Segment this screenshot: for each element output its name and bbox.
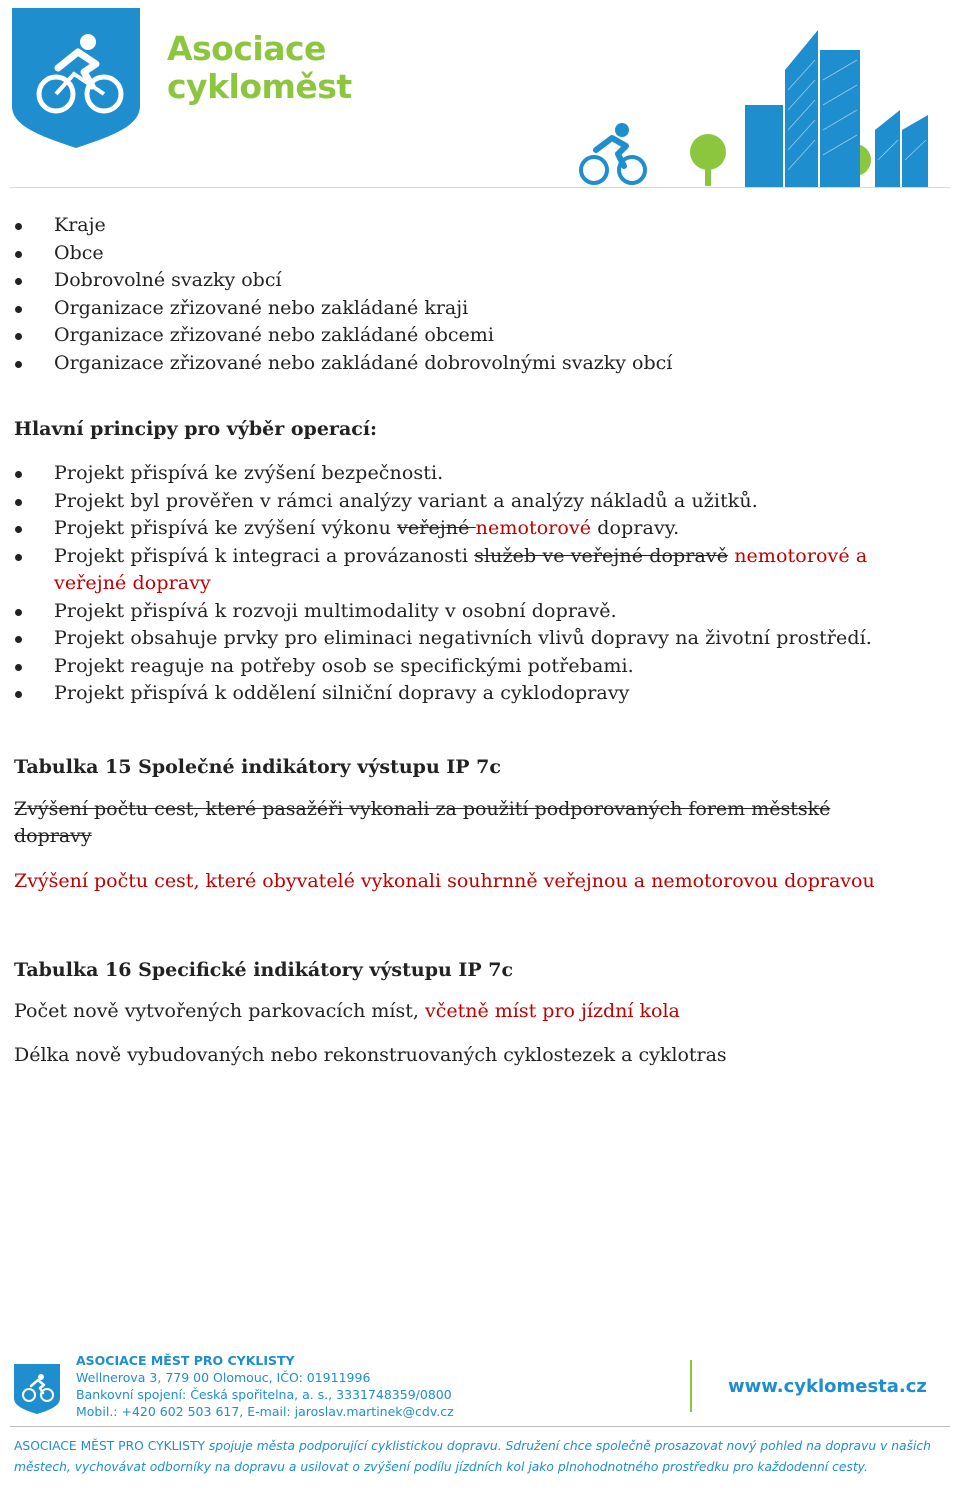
table16-indicator-1	[14, 998, 944, 1025]
list-item	[14, 543, 944, 598]
list-item: Projekt přispívá ke zvýšení bezpečnosti.	[14, 460, 944, 488]
list-item: Kraje	[14, 212, 944, 240]
list-item: Organizace zřizované nebo zakládané kraji	[14, 295, 944, 323]
inserted-text: včetně míst pro jízdní kola	[424, 999, 680, 1022]
page-footer	[0, 1340, 960, 1490]
brand-line1: Asociace	[167, 29, 326, 68]
list-item: Organizace zřizované nebo zakládané dobrovolnými svazky obcí	[14, 350, 944, 378]
footer-address: Wellnerova 3, 779 00 Olomouc, IČO: 01911996	[76, 1370, 371, 1385]
principles-list	[14, 460, 944, 708]
list-item: Projekt byl prověřen v rámci analýzy variant a analýzy nákladů a užitků.	[14, 488, 944, 516]
list-item: Projekt přispívá k oddělení silniční dopravy a cyklodopravy	[14, 680, 944, 708]
table15-new-indicator: Zvýšení počtu cest, které obyvatelé vykonali souhrnně veřejnou a nemotorovou dopravou	[14, 869, 875, 892]
footer-website-link[interactable]: www.cyklomesta.cz	[728, 1376, 927, 1397]
mission-lead: ASOCIACE MĚST PRO CYKLISTY	[14, 1439, 205, 1453]
document-body	[14, 212, 944, 1069]
footer-bank: Bankovní spojení: Česká spořitelna, a. s., 3331748359/0800	[76, 1387, 452, 1402]
item-text: Projekt přispívá ke zvýšení výkonu	[54, 517, 398, 539]
list-item: Obce	[14, 240, 944, 268]
footer-divider-vertical	[690, 1360, 692, 1412]
footer-contact-block	[76, 1352, 454, 1420]
page-header	[0, 0, 960, 195]
city-skyline-illustration-icon	[570, 10, 945, 190]
footer-org-name: ASOCIACE MĚST PRO CYKLISTY	[76, 1353, 295, 1368]
item-text: dopravy.	[591, 517, 680, 539]
list-item: Projekt reaguje na potřeby osob se specifickými potřebami.	[14, 653, 944, 681]
list-item: Projekt přispívá k rozvoji multimodality v osobní dopravě.	[14, 598, 944, 626]
brand-wordmark	[167, 30, 352, 106]
table15-heading: Tabulka 15 Společné indikátory výstupu IP 7c	[14, 755, 501, 778]
indicator-text: Počet nově vytvořených parkovacích míst,	[14, 999, 425, 1022]
table15-struck-indicator: Zvýšení počtu cest, které pasažéři vykonali za použití podporovaných forem městské dopravy	[14, 797, 831, 847]
cyclist-shield-small-icon	[14, 1364, 60, 1414]
table16-indicator-2: Délka nově vybudovaných nebo rekonstruovaných cyklostezek a cyklotras	[14, 1043, 727, 1066]
struck-text: veřejné	[397, 517, 476, 539]
list-item	[14, 515, 944, 543]
inserted-text: nemotorové	[475, 517, 592, 539]
struck-text: služeb ve veřejné dopravě	[474, 544, 729, 567]
item-text: Projekt přispívá k integraci a provázanosti	[54, 544, 475, 567]
list-item: Dobrovolné svazky obcí	[14, 267, 944, 295]
mission-text: spojuje města podporující cyklistickou dopravu. Sdružení chce společně prosazovat nový pohled na dopravu v našich městech, vychovávat odborníky na dopravu a usilovat o zvýšení podílu jízdních kol jako plnohodnotného prostředku pro každodenní cesty.	[14, 1439, 931, 1474]
table16-heading: Tabulka 16 Specifické indikátory výstupu IP 7c	[14, 958, 514, 981]
brand-line2: cykloměst	[167, 67, 352, 106]
footer-divider	[10, 1426, 950, 1427]
list-item: Projekt obsahuje prvky pro eliminaci negativních vlivů dopravy na životní prostředí.	[14, 625, 944, 653]
header-divider	[10, 187, 950, 188]
eligible-applicants-list	[14, 212, 944, 377]
cyclist-shield-logo-icon	[12, 8, 140, 148]
inserted-text: nemotorové a veřejné dopravy	[54, 544, 868, 594]
footer-mission-statement	[14, 1436, 949, 1478]
principles-heading: Hlavní principy pro výběr operací:	[14, 418, 378, 440]
footer-contact: Mobil.: +420 602 503 617, E-mail: jaroslav.martinek@cdv.cz	[76, 1404, 454, 1419]
list-item: Organizace zřizované nebo zakládané obcemi	[14, 322, 944, 350]
